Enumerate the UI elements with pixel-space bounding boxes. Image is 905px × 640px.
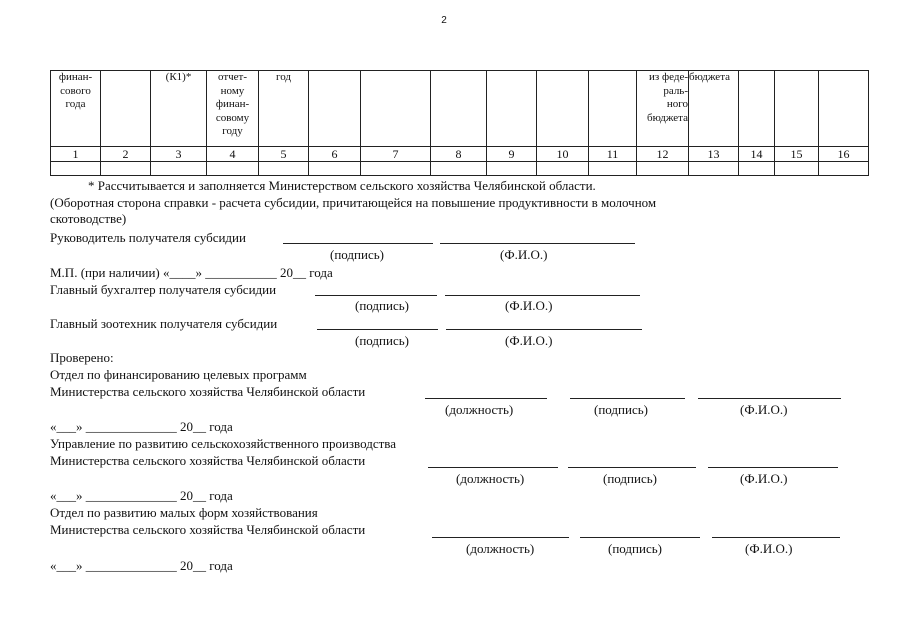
- ministry-label-3: Министерства сельского хозяйства Челябинской области: [50, 522, 366, 537]
- table-column-number: 16: [819, 147, 869, 162]
- footnote: * Рассчитывается и заполняется Министерством сельского хозяйства Челябинской области.: [88, 178, 596, 193]
- chief-accountant-label: Главный бухгалтер получателя субсидии: [50, 282, 277, 297]
- reverse-side-note: (Оборотная сторона справки - расчета субсидии, причитающейся на повышение продуктивности в молочном: [50, 195, 657, 210]
- zootech-signature-caption: (подпись): [355, 333, 409, 348]
- table-empty-cell: [775, 162, 819, 176]
- table-header-cell: [537, 71, 589, 147]
- table-empty-cell: [689, 162, 739, 176]
- head-recipient-label: Руководитель получателя субсидии: [50, 230, 246, 245]
- table-column-number-row: [51, 147, 869, 162]
- stamp-date-line: М.П. (при наличии) «____» ___________ 20__ года: [50, 265, 333, 280]
- table-empty-cell: [487, 162, 537, 176]
- table-column-number: 14: [739, 147, 775, 162]
- table-empty-cell: [361, 162, 431, 176]
- table-header-cell: [739, 71, 775, 147]
- table-column-number: 13: [689, 147, 739, 162]
- dept1-date-line: «___» ______________ 20__ года: [50, 419, 233, 434]
- head-signature-line: [283, 243, 433, 244]
- dept2-name-line: [708, 467, 838, 468]
- dept3-position-caption: (должность): [466, 541, 535, 556]
- table-empty-cell: [51, 162, 101, 176]
- dept3-signature-caption: (подпись): [608, 541, 662, 556]
- zootech-signature-line: [317, 329, 438, 330]
- table-header-row: [51, 71, 869, 147]
- table-header-cell: финан- сового года: [51, 71, 101, 147]
- table-header-cell: [431, 71, 487, 147]
- table-empty-cell: [207, 162, 259, 176]
- subsidy-calculation-table: [50, 70, 869, 176]
- dept-finance-programs: Отдел по финансированию целевых программ: [50, 367, 307, 382]
- table-column-number: 9: [487, 147, 537, 162]
- dept3-signature-line: [580, 537, 700, 538]
- table-column-number: 8: [431, 147, 487, 162]
- table-empty-cell: [589, 162, 637, 176]
- table-header-cell: [309, 71, 361, 147]
- table-header-cell: [819, 71, 869, 147]
- accountant-name-line: [445, 295, 640, 296]
- dept3-name-line: [712, 537, 840, 538]
- dept2-date-line: «___» ______________ 20__ года: [50, 488, 233, 503]
- accountant-name-caption: (Ф.И.О.): [505, 298, 553, 313]
- table-empty-cell: [431, 162, 487, 176]
- dept1-position-caption: (должность): [445, 402, 514, 417]
- table-column-number: 2: [101, 147, 151, 162]
- table-empty-cell: [637, 162, 689, 176]
- table-column-number: 5: [259, 147, 309, 162]
- table-header-cell: [101, 71, 151, 147]
- table-header-cell: [487, 71, 537, 147]
- ministry-label-2: Министерства сельского хозяйства Челябинской области: [50, 453, 366, 468]
- table-header-cell: [589, 71, 637, 147]
- zootech-name-line: [446, 329, 642, 330]
- head-name-line: [440, 243, 635, 244]
- dept1-name-caption: (Ф.И.О.): [740, 402, 788, 417]
- dept-small-farms: Отдел по развитию малых форм хозяйствования: [50, 505, 318, 520]
- table-column-number: 12: [637, 147, 689, 162]
- head-signature-caption: (подпись): [330, 247, 384, 262]
- table-header-cell: отчет- ному финан- совому году: [207, 71, 259, 147]
- table-header-cell: (К1)*: [151, 71, 207, 147]
- table-empty-cell: [309, 162, 361, 176]
- accountant-signature-line: [315, 295, 437, 296]
- table-empty-row: [51, 162, 869, 176]
- dept1-signature-line: [570, 398, 685, 399]
- dept2-signature-caption: (подпись): [603, 471, 657, 486]
- table-header-cell: из феде- раль- ного бюджета: [637, 71, 689, 147]
- dept2-signature-line: [568, 467, 696, 468]
- checked-heading: Проверено:: [50, 350, 114, 365]
- ministry-label-1: Министерства сельского хозяйства Челябинской области: [50, 384, 366, 399]
- dept1-name-line: [698, 398, 841, 399]
- dept3-position-line: [432, 537, 569, 538]
- table-empty-cell: [739, 162, 775, 176]
- table-empty-cell: [259, 162, 309, 176]
- zootech-name-caption: (Ф.И.О.): [505, 333, 553, 348]
- dept1-signature-caption: (подпись): [594, 402, 648, 417]
- table-header-cell: [775, 71, 819, 147]
- table-column-number: 15: [775, 147, 819, 162]
- head-name-caption: (Ф.И.О.): [500, 247, 548, 262]
- dept2-position-caption: (должность): [456, 471, 525, 486]
- table-header-cell: [361, 71, 431, 147]
- table-column-number: 1: [51, 147, 101, 162]
- table-header-cell: год: [259, 71, 309, 147]
- table-column-number: 7: [361, 147, 431, 162]
- chief-zootechnician-label: Главный зоотехник получателя субсидии: [50, 316, 278, 331]
- dept3-name-caption: (Ф.И.О.): [745, 541, 793, 556]
- page-number: 2: [441, 15, 447, 26]
- table-empty-cell: [537, 162, 589, 176]
- table-column-number: 11: [589, 147, 637, 162]
- table-column-number: 3: [151, 147, 207, 162]
- dept1-position-line: [425, 398, 547, 399]
- dept-agri-production: Управление по развитию сельскохозяйственного производства: [50, 436, 397, 451]
- reverse-side-note-end: скотоводстве): [50, 211, 127, 226]
- dept3-date-line: «___» ______________ 20__ года: [50, 558, 233, 573]
- table-empty-cell: [101, 162, 151, 176]
- table-empty-cell: [819, 162, 869, 176]
- accountant-signature-caption: (подпись): [355, 298, 409, 313]
- table-column-number: 4: [207, 147, 259, 162]
- table-empty-cell: [151, 162, 207, 176]
- table-header-cell: бюджета: [689, 71, 739, 147]
- dept2-position-line: [428, 467, 558, 468]
- table-column-number: 10: [537, 147, 589, 162]
- dept2-name-caption: (Ф.И.О.): [740, 471, 788, 486]
- table-column-number: 6: [309, 147, 361, 162]
